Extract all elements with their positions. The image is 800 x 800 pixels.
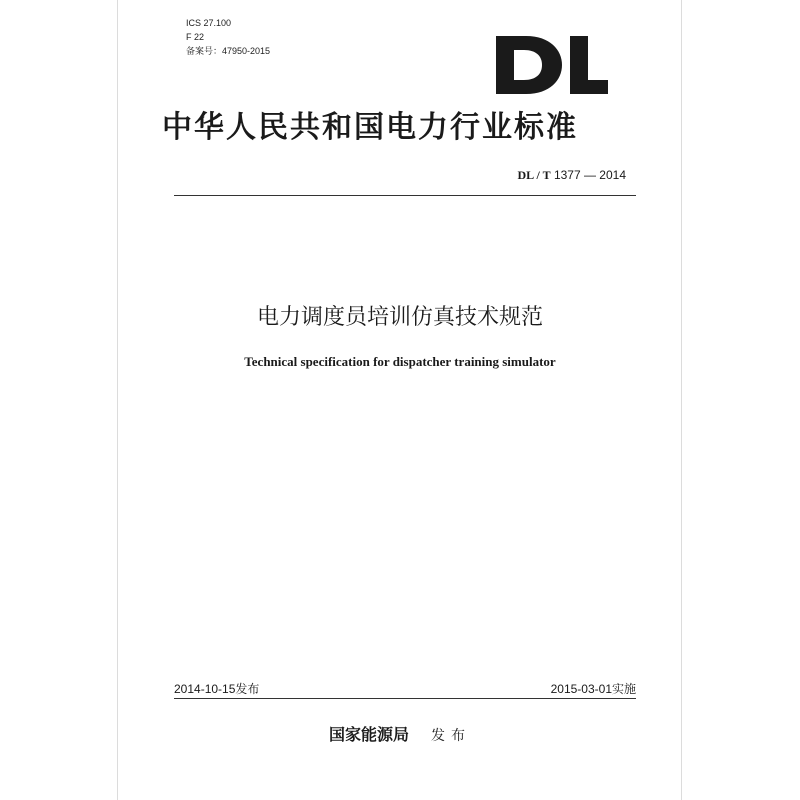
category-code: F 22: [186, 32, 205, 42]
main-title: 中华人民共和国电力行业标准: [162, 110, 578, 145]
top-divider: [174, 195, 636, 196]
classification-block: [186, 16, 270, 58]
bottom-divider: [174, 698, 636, 699]
record-number: 备案号：47950-2015: [186, 46, 271, 56]
publisher-name: 国家能源局: [328, 725, 409, 744]
publish-action: 发布: [431, 728, 471, 744]
issue-date: 2014-10-15发布: [174, 682, 260, 696]
document-title-chinese: 电力调度员培训仿真技术规范: [256, 305, 543, 330]
dl-logo: [492, 32, 610, 98]
standard-code: 1377 — 2014: [553, 168, 626, 182]
publisher-line: [0, 722, 800, 745]
standard-prefix: DL / T: [517, 168, 551, 182]
implementation-date: 2015-03-01实施: [550, 682, 636, 696]
ics-code: ICS 27.100: [186, 18, 232, 28]
document-title-english: Technical specification for dispatcher training simulator: [244, 354, 556, 369]
standard-number: [517, 168, 626, 183]
